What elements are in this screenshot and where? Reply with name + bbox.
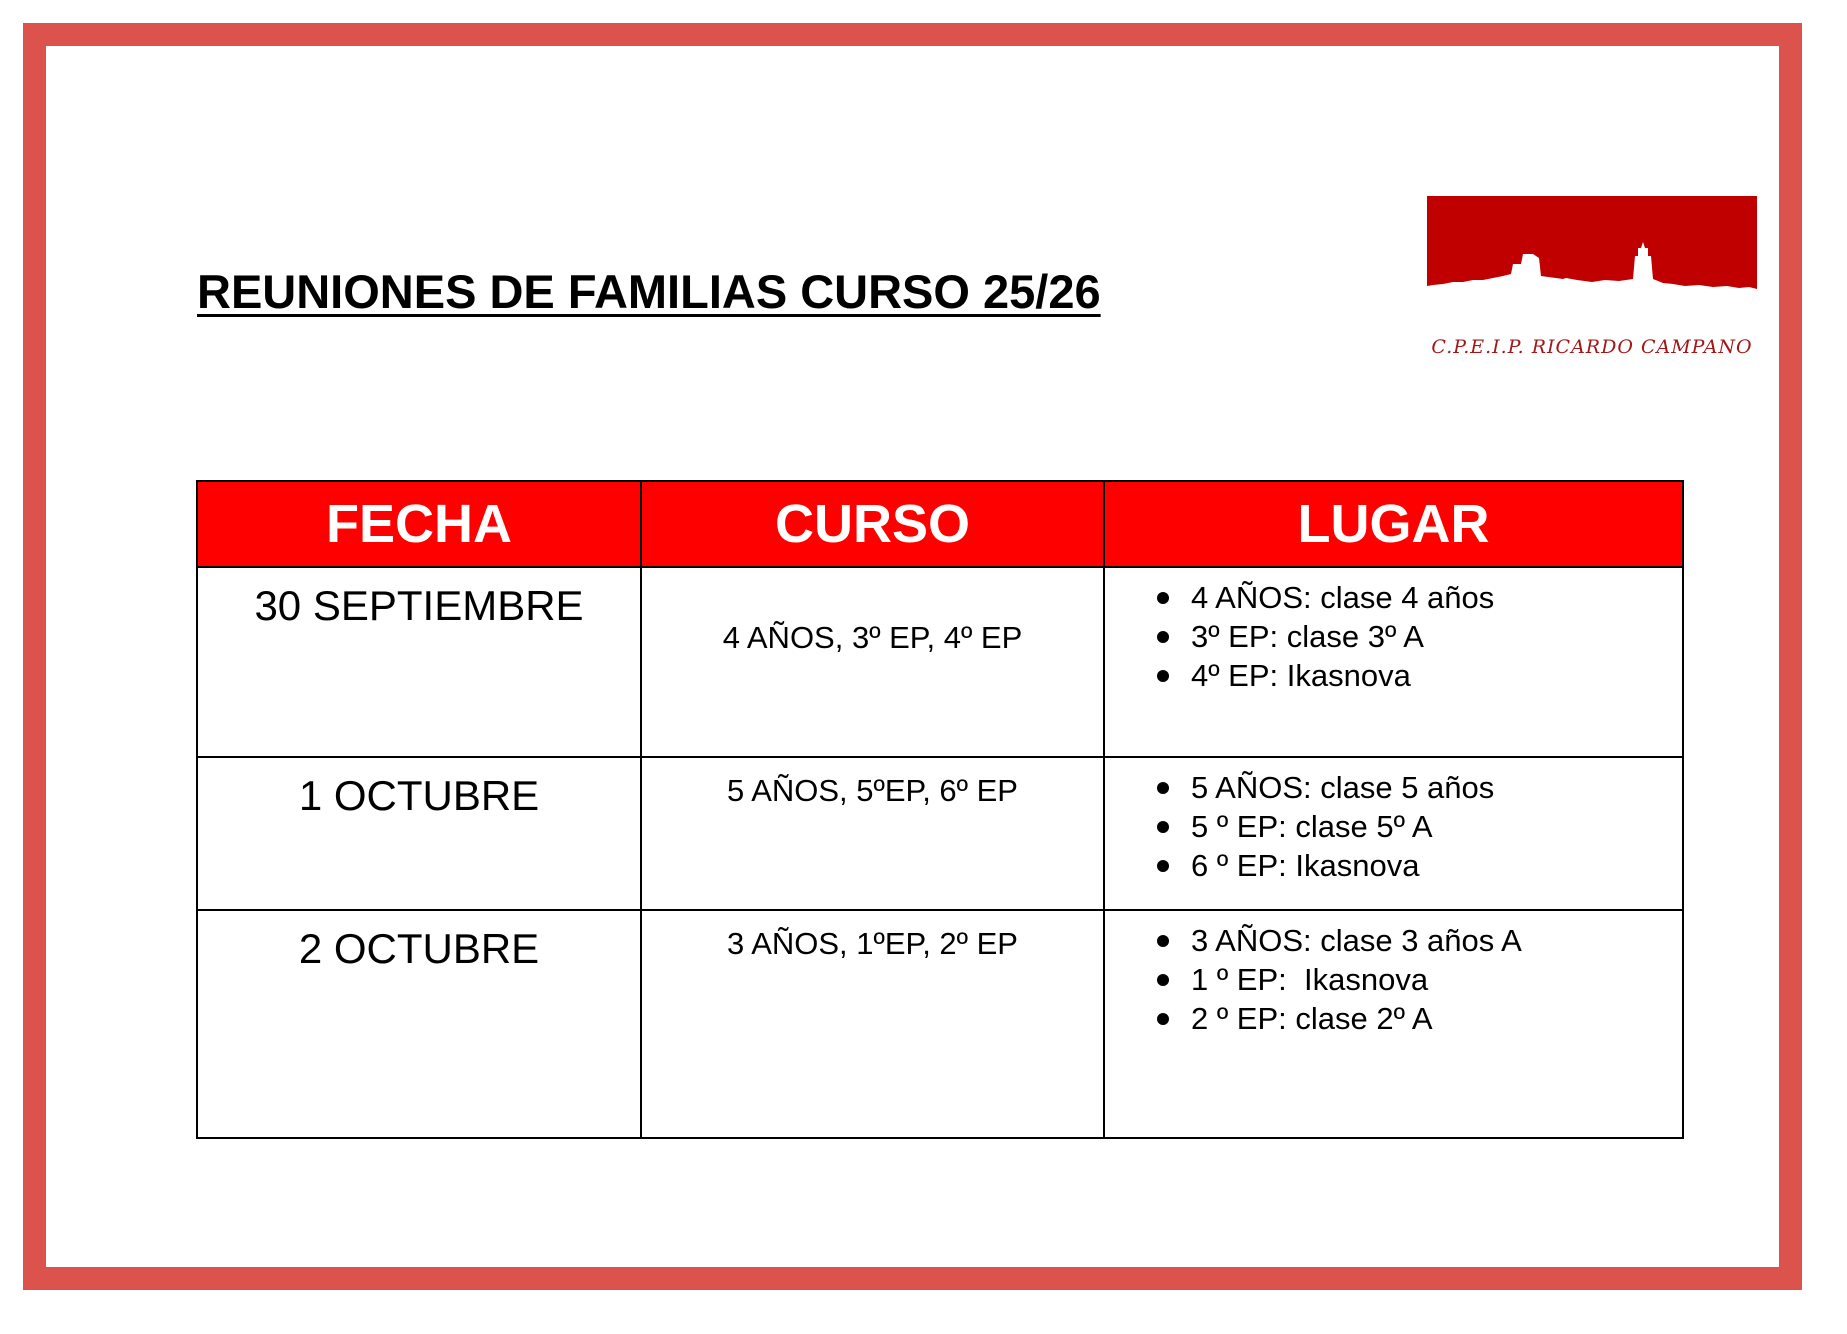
lugar-list bbox=[1105, 911, 1682, 1038]
lugar-item: 2 º EP: clase 2º A bbox=[1191, 999, 1682, 1038]
fecha-cell: 30 SEPTIEMBRE bbox=[197, 567, 641, 757]
lugar-item: 5 AÑOS: clase 5 años bbox=[1191, 768, 1682, 807]
lugar-item: 1 º EP: Ikasnova bbox=[1191, 960, 1682, 999]
lugar-item: 3 AÑOS: clase 3 años A bbox=[1191, 921, 1682, 960]
header-fecha: FECHA bbox=[197, 481, 641, 567]
lugar-item: 4 AÑOS: clase 4 años bbox=[1191, 578, 1682, 617]
lugar-item: 3º EP: clase 3º A bbox=[1191, 617, 1682, 656]
lugar-list bbox=[1105, 568, 1682, 695]
lugar-item: 6 º EP: Ikasnova bbox=[1191, 846, 1682, 885]
curso-cell: 5 AÑOS, 5ºEP, 6º EP bbox=[641, 757, 1104, 910]
lugar-item: 4º EP: Ikasnova bbox=[1191, 656, 1682, 695]
logo-caption: C.P.E.I.P. RICARDO CAMPANO bbox=[1431, 336, 1753, 358]
table-row bbox=[197, 910, 1683, 1138]
lugar-cell bbox=[1104, 757, 1683, 910]
header-lugar: LUGAR bbox=[1104, 481, 1683, 567]
lugar-cell bbox=[1104, 910, 1683, 1138]
table-row bbox=[197, 567, 1683, 757]
lugar-cell bbox=[1104, 567, 1683, 757]
table-row bbox=[197, 757, 1683, 910]
page-title: REUNIONES DE FAMILIAS CURSO 25/26 bbox=[197, 265, 1101, 318]
meetings-table bbox=[196, 480, 1684, 1139]
skyline-logo-icon bbox=[1427, 196, 1757, 296]
lugar-list bbox=[1105, 758, 1682, 885]
fecha-cell: 2 OCTUBRE bbox=[197, 910, 641, 1138]
header-curso: CURSO bbox=[641, 481, 1104, 567]
lugar-item: 5 º EP: clase 5º A bbox=[1191, 807, 1682, 846]
curso-cell: 3 AÑOS, 1ºEP, 2º EP bbox=[641, 910, 1104, 1138]
curso-cell: 4 AÑOS, 3º EP, 4º EP bbox=[641, 567, 1104, 757]
fecha-cell: 1 OCTUBRE bbox=[197, 757, 641, 910]
table-header-row bbox=[197, 481, 1683, 567]
school-logo bbox=[1427, 196, 1757, 366]
